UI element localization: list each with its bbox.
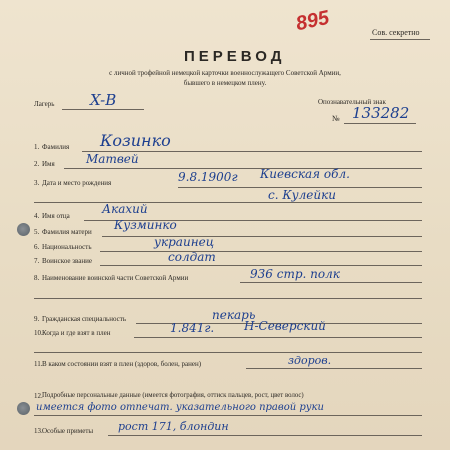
field-3-line-2 [34, 202, 422, 203]
field-5-label: Фамилия матери [42, 228, 92, 236]
field-9-value: пекарь [212, 308, 256, 322]
field-7-line [100, 265, 422, 266]
id-tag-label: Опознавательный знак [318, 98, 386, 106]
id-tag-value: 133282 [352, 104, 410, 122]
punch-hole-bottom [17, 402, 30, 415]
field-9-number: 9. [34, 315, 40, 323]
field-2-label: Имя [42, 160, 55, 168]
field-11-line [246, 368, 422, 369]
field-2-value: Матвей [86, 152, 139, 166]
field-8-label: Наименование воинской части Советской Армии [42, 274, 189, 282]
field-13-value: рост 171, блондин [118, 420, 229, 433]
field-10-place: Н-Северский [244, 319, 326, 333]
field-6-value: украинец [154, 235, 215, 249]
field-11-value: здоров. [288, 354, 332, 367]
punch-hole-top [17, 223, 30, 236]
field-10-date: 1.841г. [170, 321, 215, 335]
field-8-line [240, 282, 422, 283]
field-11-number: 11. [34, 360, 43, 368]
field-5-value: Кузминко [114, 218, 177, 232]
field-7-number: 7. [34, 257, 40, 265]
field-4-label: Имя отца [42, 212, 70, 220]
field-6-line [100, 251, 422, 252]
field-4-number: 4. [34, 212, 40, 220]
field-13-label: Особые приметы [42, 427, 94, 435]
field-3-village: с. Кулейки [268, 188, 336, 202]
field-3-label: Дата и место рождения [42, 179, 112, 187]
field-8-number: 8. [34, 274, 40, 282]
field-10-label: Когда и где взят в плен [42, 329, 111, 337]
subtitle-line-2: бывшего в немецком плену. [183, 79, 267, 87]
id-tag-line [344, 123, 416, 124]
field-8-value: 936 стр. полк [250, 267, 340, 281]
field-10-number: 10. [34, 329, 43, 337]
camp-value: X-B [90, 91, 117, 109]
camp-label: Лагерь [34, 100, 55, 108]
field-12-number: 12. [34, 392, 43, 400]
field-13-number: 13. [34, 427, 43, 435]
field-6-number: 6. [34, 243, 40, 251]
field-4-value: Акахий [102, 202, 148, 216]
field-8-line-2 [34, 298, 422, 299]
camp-line [62, 109, 144, 110]
field-1-label: Фамилия [42, 143, 70, 151]
field-3-date: 9.8.1900г [178, 170, 238, 184]
field-2-number: 2. [34, 160, 40, 168]
field-12-label: Подробные персональные данные (имеется фотография, оттиск пальцев, рост, цвет волос) [42, 392, 304, 399]
field-1-number: 1. [34, 143, 40, 151]
field-6-label: Национальность [42, 243, 92, 251]
field-1-value: Козинко [100, 131, 171, 150]
field-12-line [34, 415, 422, 416]
field-10-line-2 [34, 352, 422, 353]
field-13-line [108, 435, 422, 436]
field-11-label: В каком состоянии взят в плен (здоров, болен, ранен) [42, 360, 202, 368]
field-3-number: 3. [34, 179, 40, 187]
field-9-label: Гражданская специальность [42, 315, 127, 323]
field-10-line [134, 337, 422, 338]
classification-underline [370, 39, 430, 40]
subtitle-line-1: с личной трофейной немецкой карточки военнослужащего Советской Армии, [109, 69, 341, 77]
field-2-line [64, 168, 422, 169]
id-tag-prefix: № [332, 114, 340, 123]
classification-label: Сов. секретно [372, 28, 420, 37]
field-12-value: имеется фото отпечат. указательного правой руки [36, 402, 324, 413]
field-5-number: 5. [34, 228, 40, 236]
field-3-region: Киевская обл. [260, 167, 350, 181]
page-title: ПЕРЕВОД [184, 48, 286, 65]
field-5-line [102, 236, 422, 237]
field-7-label: Воинское звание [42, 257, 92, 265]
red-stamp-number: 895 [293, 6, 332, 36]
field-7-value: солдат [168, 250, 216, 264]
